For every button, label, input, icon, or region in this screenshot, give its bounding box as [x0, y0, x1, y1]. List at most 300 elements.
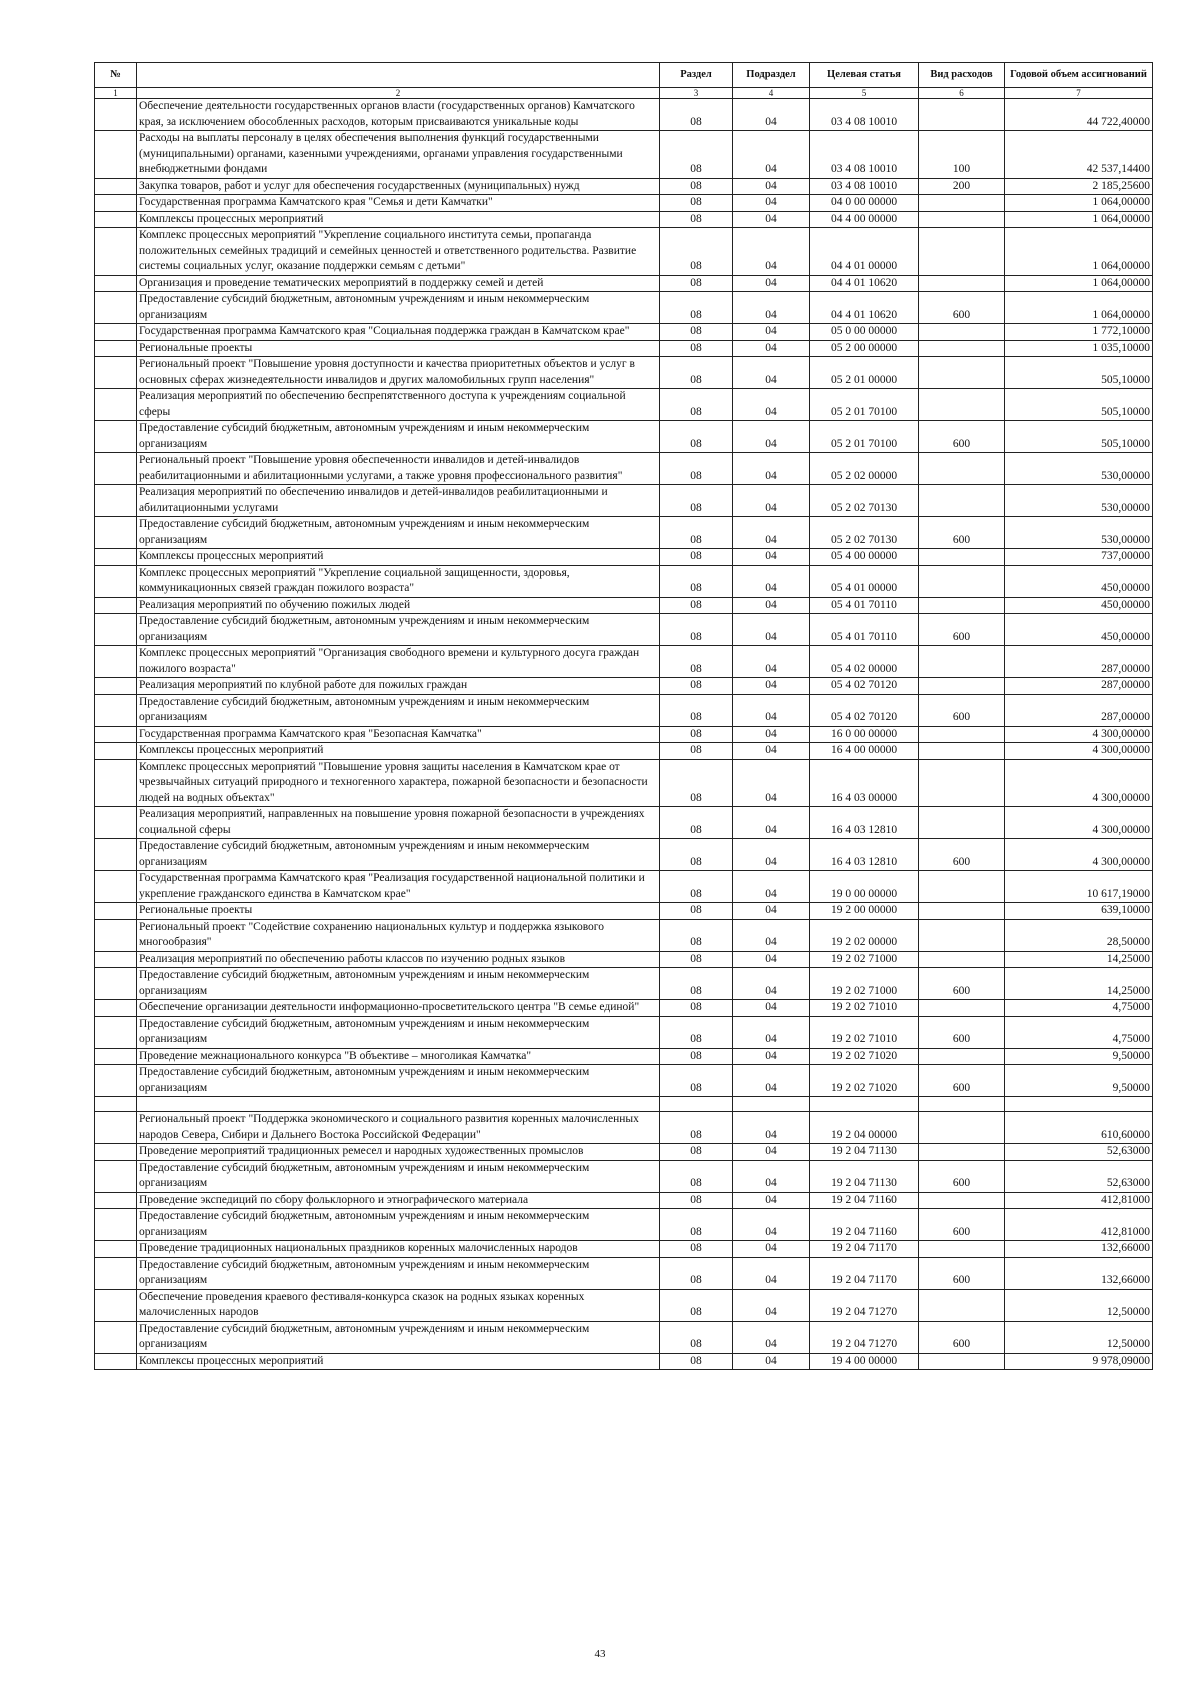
row-number-cell [95, 485, 137, 517]
table-row [95, 678, 1153, 695]
row-razdel-cell: 08 [660, 1160, 733, 1192]
row-vid-cell [919, 871, 1005, 903]
row-vid-cell [919, 1112, 1005, 1144]
row-podrazdel-cell: 04 [733, 968, 810, 1000]
row-celevaya-cell: 19 2 02 00000 [810, 919, 919, 951]
row-name-cell: Государственная программа Камчатского края "Реализация государственной национальной политики и укрепление гражданского единства в Камчатском крае" [137, 871, 660, 903]
row-name-cell: Государственная программа Камчатского края "Социальная поддержка граждан в Камчатском крае" [137, 324, 660, 341]
row-name-cell: Проведение межнационального конкурса "В объективе – многоликая Камчатка" [137, 1048, 660, 1065]
row-vid-cell [919, 99, 1005, 131]
row-razdel-cell: 08 [660, 453, 733, 485]
row-number-cell [95, 1048, 137, 1065]
row-number-cell [95, 1112, 137, 1144]
row-celevaya-cell: 16 4 03 00000 [810, 759, 919, 807]
row-volume-cell: 10 617,19000 [1005, 871, 1153, 903]
row-volume-cell: 1 064,00000 [1005, 211, 1153, 228]
row-razdel-cell: 08 [660, 1000, 733, 1017]
row-razdel-cell: 08 [660, 517, 733, 549]
row-vid-cell [919, 807, 1005, 839]
row-volume-cell: 14,25000 [1005, 951, 1153, 968]
row-celevaya-cell: 19 2 04 71160 [810, 1209, 919, 1241]
row-name-cell: Проведение традиционных национальных праздников коренных малочисленных народов [137, 1241, 660, 1258]
row-vid-cell [919, 549, 1005, 566]
row-volume-cell: 12,50000 [1005, 1321, 1153, 1353]
row-vid-cell: 600 [919, 968, 1005, 1000]
header-index-5: 5 [810, 88, 919, 99]
row-razdel-cell: 08 [660, 1112, 733, 1144]
header-index-3: 3 [660, 88, 733, 99]
row-number-cell [95, 211, 137, 228]
row-celevaya-cell: 19 2 04 71170 [810, 1241, 919, 1258]
row-number-cell [95, 178, 137, 195]
row-razdel-cell: 08 [660, 549, 733, 566]
row-vid-cell [919, 1289, 1005, 1321]
row-celevaya-cell: 05 4 01 70110 [810, 614, 919, 646]
table-row [95, 903, 1153, 920]
table-row [95, 743, 1153, 760]
row-podrazdel-cell: 04 [733, 726, 810, 743]
row-celevaya-cell: 16 4 03 12810 [810, 807, 919, 839]
table-row [95, 517, 1153, 549]
row-name-cell: Региональные проекты [137, 340, 660, 357]
row-number-cell [95, 195, 137, 212]
header-index-4: 4 [733, 88, 810, 99]
row-podrazdel-cell: 04 [733, 646, 810, 678]
table-row [95, 485, 1153, 517]
row-number-cell [95, 1353, 137, 1370]
row-podrazdel-cell: 04 [733, 1241, 810, 1258]
row-podrazdel-cell: 04 [733, 1209, 810, 1241]
table-row [95, 1353, 1153, 1370]
row-razdel-cell: 08 [660, 1241, 733, 1258]
row-volume-cell: 639,10000 [1005, 903, 1153, 920]
header-vid-rashodov: Вид расходов [919, 63, 1005, 88]
row-celevaya-cell: 19 2 04 71160 [810, 1192, 919, 1209]
row-volume-cell: 132,66000 [1005, 1241, 1153, 1258]
row-celevaya-cell: 03 4 08 10010 [810, 131, 919, 179]
table-row [95, 1289, 1153, 1321]
row-name-cell: Предоставление субсидий бюджетным, автономным учреждениям и иным некоммерческим организациям [137, 1160, 660, 1192]
table-row [95, 614, 1153, 646]
row-volume-cell: 4 300,00000 [1005, 807, 1153, 839]
row-volume-cell: 12,50000 [1005, 1289, 1153, 1321]
row-podrazdel-cell: 04 [733, 1016, 810, 1048]
table-row [95, 324, 1153, 341]
row-razdel-cell: 08 [660, 597, 733, 614]
row-name-cell: Закупка товаров, работ и услуг для обеспечения государственных (муниципальных) нужд [137, 178, 660, 195]
row-razdel-cell: 08 [660, 951, 733, 968]
spacer-cell [733, 1097, 810, 1112]
table-row [95, 340, 1153, 357]
row-vid-cell: 600 [919, 1257, 1005, 1289]
header-razdel: Раздел [660, 63, 733, 88]
row-razdel-cell: 08 [660, 1016, 733, 1048]
row-number-cell [95, 389, 137, 421]
row-name-cell: Предоставление субсидий бюджетным, автономным учреждениям и иным некоммерческим организациям [137, 1321, 660, 1353]
row-razdel-cell: 08 [660, 1048, 733, 1065]
table-row [95, 1048, 1153, 1065]
row-name-cell: Обеспечение деятельности государственных органов власти (государственных органов) Камчатского края, за исключением обособленных расходов, которым присваиваются уникальные коды [137, 99, 660, 131]
budget-allocation-table [94, 62, 1153, 1370]
row-vid-cell [919, 1192, 1005, 1209]
row-razdel-cell: 08 [660, 195, 733, 212]
row-volume-cell: 9,50000 [1005, 1048, 1153, 1065]
row-podrazdel-cell: 04 [733, 324, 810, 341]
row-celevaya-cell: 04 4 00 00000 [810, 211, 919, 228]
row-vid-cell [919, 275, 1005, 292]
row-celevaya-cell: 04 0 00 00000 [810, 195, 919, 212]
row-celevaya-cell: 05 2 01 00000 [810, 357, 919, 389]
row-name-cell: Реализация мероприятий по клубной работе для пожилых граждан [137, 678, 660, 695]
row-number-cell [95, 1289, 137, 1321]
row-number-cell [95, 903, 137, 920]
row-celevaya-cell: 16 4 03 12810 [810, 839, 919, 871]
row-number-cell [95, 1160, 137, 1192]
row-razdel-cell: 08 [660, 1192, 733, 1209]
row-vid-cell: 100 [919, 131, 1005, 179]
row-name-cell: Предоставление субсидий бюджетным, автономным учреждениям и иным некоммерческим организациям [137, 694, 660, 726]
row-razdel-cell: 08 [660, 389, 733, 421]
row-celevaya-cell: 19 2 04 71270 [810, 1321, 919, 1353]
row-number-cell [95, 357, 137, 389]
row-volume-cell: 42 537,14400 [1005, 131, 1153, 179]
table-row [95, 421, 1153, 453]
row-podrazdel-cell: 04 [733, 919, 810, 951]
row-podrazdel-cell: 04 [733, 951, 810, 968]
row-number-cell [95, 549, 137, 566]
table-row [95, 195, 1153, 212]
row-celevaya-cell: 19 4 00 00000 [810, 1353, 919, 1370]
row-vid-cell [919, 453, 1005, 485]
table-row [95, 1112, 1153, 1144]
row-celevaya-cell: 05 2 00 00000 [810, 340, 919, 357]
row-number-cell [95, 1192, 137, 1209]
row-number-cell [95, 565, 137, 597]
row-volume-cell: 1 064,00000 [1005, 195, 1153, 212]
table-row [95, 1257, 1153, 1289]
table-row [95, 1209, 1153, 1241]
row-number-cell [95, 453, 137, 485]
row-celevaya-cell: 19 2 02 71010 [810, 1000, 919, 1017]
table-row [95, 1144, 1153, 1161]
row-podrazdel-cell: 04 [733, 614, 810, 646]
header-annual-volume: Годовой объем ассигнований [1005, 63, 1153, 88]
row-podrazdel-cell: 04 [733, 211, 810, 228]
row-number-cell [95, 421, 137, 453]
header-index-7: 7 [1005, 88, 1153, 99]
header-index-1: 1 [95, 88, 137, 99]
row-volume-cell: 4 300,00000 [1005, 743, 1153, 760]
table-row [95, 951, 1153, 968]
row-razdel-cell: 08 [660, 614, 733, 646]
row-celevaya-cell: 05 2 02 00000 [810, 453, 919, 485]
table-row [95, 357, 1153, 389]
row-number-cell [95, 807, 137, 839]
row-podrazdel-cell: 04 [733, 565, 810, 597]
row-celevaya-cell: 16 4 00 00000 [810, 743, 919, 760]
row-celevaya-cell: 19 2 04 71130 [810, 1160, 919, 1192]
row-name-cell: Государственная программа Камчатского края "Безопасная Камчатка" [137, 726, 660, 743]
row-celevaya-cell: 19 2 02 71010 [810, 1016, 919, 1048]
row-volume-cell: 412,81000 [1005, 1209, 1153, 1241]
spacer-cell [810, 1097, 919, 1112]
row-podrazdel-cell: 04 [733, 1353, 810, 1370]
row-name-cell: Комплекс процессных мероприятий "Повышение уровня защиты населения в Камчатском крае от чрезвычайных ситуаций природного и техногенного характера, пожарной безопасности и безопасности людей на водных объектах" [137, 759, 660, 807]
row-razdel-cell: 08 [660, 211, 733, 228]
header-index-6: 6 [919, 88, 1005, 99]
row-celevaya-cell: 04 4 01 00000 [810, 228, 919, 276]
row-vid-cell: 200 [919, 178, 1005, 195]
row-podrazdel-cell: 04 [733, 549, 810, 566]
row-name-cell: Расходы на выплаты персоналу в целях обеспечения выполнения функций государственными (муниципальными) органами, казенными учреждениями, органами управления государственными внебюджетными фондами [137, 131, 660, 179]
row-number-cell [95, 324, 137, 341]
row-celevaya-cell: 19 2 00 00000 [810, 903, 919, 920]
row-celevaya-cell: 19 0 00 00000 [810, 871, 919, 903]
row-celevaya-cell: 05 2 01 70100 [810, 421, 919, 453]
row-number-cell [95, 743, 137, 760]
row-razdel-cell: 08 [660, 1353, 733, 1370]
row-podrazdel-cell: 04 [733, 871, 810, 903]
row-volume-cell: 9 978,09000 [1005, 1353, 1153, 1370]
row-vid-cell [919, 743, 1005, 760]
row-celevaya-cell: 03 4 08 10010 [810, 99, 919, 131]
row-volume-cell: 530,00000 [1005, 453, 1153, 485]
row-podrazdel-cell: 04 [733, 807, 810, 839]
row-volume-cell: 4 300,00000 [1005, 839, 1153, 871]
row-volume-cell: 1 064,00000 [1005, 275, 1153, 292]
row-podrazdel-cell: 04 [733, 517, 810, 549]
table-header [95, 63, 1153, 99]
row-celevaya-cell: 19 2 04 00000 [810, 1112, 919, 1144]
table-row [95, 389, 1153, 421]
row-vid-cell [919, 565, 1005, 597]
row-name-cell: Предоставление субсидий бюджетным, автономным учреждениям и иным некоммерческим организациям [137, 1065, 660, 1097]
spacer-cell [660, 1097, 733, 1112]
row-vid-cell: 600 [919, 1160, 1005, 1192]
row-vid-cell [919, 1000, 1005, 1017]
row-number-cell [95, 517, 137, 549]
row-number-cell [95, 871, 137, 903]
table-row [95, 1192, 1153, 1209]
row-name-cell: Предоставление субсидий бюджетным, автономным учреждениям и иным некоммерческим организациям [137, 1209, 660, 1241]
page-number: 43 [594, 1648, 606, 1660]
row-number-cell [95, 678, 137, 695]
spacer-cell [95, 1097, 137, 1112]
budget-table-container [94, 62, 1152, 1370]
row-razdel-cell: 08 [660, 871, 733, 903]
row-name-cell: Предоставление субсидий бюджетным, автономным учреждениям и иным некоммерческим организациям [137, 421, 660, 453]
row-vid-cell: 600 [919, 1321, 1005, 1353]
row-number-cell [95, 951, 137, 968]
row-volume-cell: 14,25000 [1005, 968, 1153, 1000]
table-row [95, 1160, 1153, 1192]
row-vid-cell [919, 485, 1005, 517]
spacer-cell [1005, 1097, 1153, 1112]
row-razdel-cell: 08 [660, 485, 733, 517]
row-vid-cell [919, 228, 1005, 276]
row-number-cell [95, 1241, 137, 1258]
row-number-cell [95, 759, 137, 807]
table-row [95, 759, 1153, 807]
table-row [95, 549, 1153, 566]
row-name-cell: Комплексы процессных мероприятий [137, 549, 660, 566]
row-name-cell: Предоставление субсидий бюджетным, автономным учреждениям и иным некоммерческим организациям [137, 968, 660, 1000]
row-podrazdel-cell: 04 [733, 1112, 810, 1144]
row-podrazdel-cell: 04 [733, 694, 810, 726]
row-name-cell: Предоставление субсидий бюджетным, автономным учреждениям и иным некоммерческим организациям [137, 839, 660, 871]
table-row [95, 646, 1153, 678]
row-celevaya-cell: 05 4 00 00000 [810, 549, 919, 566]
table-row [95, 694, 1153, 726]
row-volume-cell: 450,00000 [1005, 597, 1153, 614]
table-row [95, 292, 1153, 324]
row-razdel-cell: 08 [660, 839, 733, 871]
row-name-cell: Реализация мероприятий по обучению пожилых людей [137, 597, 660, 614]
table-row [95, 597, 1153, 614]
row-name-cell: Реализация мероприятий, направленных на повышение уровня пожарной безопасности в учреждениях социальной сферы [137, 807, 660, 839]
row-volume-cell: 52,63000 [1005, 1160, 1153, 1192]
row-razdel-cell: 08 [660, 726, 733, 743]
table-row [95, 211, 1153, 228]
row-celevaya-cell: 03 4 08 10010 [810, 178, 919, 195]
row-volume-cell: 505,10000 [1005, 357, 1153, 389]
table-row [95, 275, 1153, 292]
row-vid-cell [919, 389, 1005, 421]
row-razdel-cell: 08 [660, 1289, 733, 1321]
row-volume-cell: 505,10000 [1005, 421, 1153, 453]
table-row [95, 99, 1153, 131]
row-razdel-cell: 08 [660, 968, 733, 1000]
row-volume-cell: 4 300,00000 [1005, 759, 1153, 807]
row-number-cell [95, 1321, 137, 1353]
row-volume-cell: 132,66000 [1005, 1257, 1153, 1289]
row-volume-cell: 530,00000 [1005, 485, 1153, 517]
row-celevaya-cell: 05 2 01 70100 [810, 389, 919, 421]
row-vid-cell [919, 357, 1005, 389]
row-name-cell: Проведение экспедиций по сбору фольклорного и этнографического материала [137, 1192, 660, 1209]
row-razdel-cell: 08 [660, 421, 733, 453]
row-celevaya-cell: 05 4 01 00000 [810, 565, 919, 597]
row-number-cell [95, 1016, 137, 1048]
row-celevaya-cell: 05 2 02 70130 [810, 485, 919, 517]
row-volume-cell: 505,10000 [1005, 389, 1153, 421]
row-vid-cell [919, 1241, 1005, 1258]
row-number-cell [95, 726, 137, 743]
row-name-cell: Региональный проект "Поддержка экономического и социального развития коренных малочисленных народов Севера, Сибири и Дальнего Востока Российской Федерации" [137, 1112, 660, 1144]
row-volume-cell: 44 722,40000 [1005, 99, 1153, 131]
row-volume-cell: 1 064,00000 [1005, 228, 1153, 276]
row-name-cell: Проведение мероприятий традиционных ремесел и народных художественных промыслов [137, 1144, 660, 1161]
table-row [95, 1065, 1153, 1097]
row-podrazdel-cell: 04 [733, 1144, 810, 1161]
header-podrazdel: Подраздел [733, 63, 810, 88]
table-row [95, 228, 1153, 276]
row-number-cell [95, 1065, 137, 1097]
row-razdel-cell: 08 [660, 1321, 733, 1353]
row-vid-cell: 600 [919, 292, 1005, 324]
header-celevaya-statya: Целевая статья [810, 63, 919, 88]
row-podrazdel-cell: 04 [733, 1065, 810, 1097]
row-volume-cell: 1 772,10000 [1005, 324, 1153, 341]
row-razdel-cell: 08 [660, 131, 733, 179]
row-razdel-cell: 08 [660, 694, 733, 726]
row-name-cell: Реализация мероприятий по обеспечению беспрепятственного доступа к учреждениям социальной сферы [137, 389, 660, 421]
row-razdel-cell: 08 [660, 903, 733, 920]
row-razdel-cell: 08 [660, 1065, 733, 1097]
row-razdel-cell: 08 [660, 292, 733, 324]
row-name-cell: Реализация мероприятий по обеспечению работы классов по изучению родных языков [137, 951, 660, 968]
row-volume-cell: 9,50000 [1005, 1065, 1153, 1097]
row-number-cell [95, 646, 137, 678]
row-podrazdel-cell: 04 [733, 228, 810, 276]
row-vid-cell: 600 [919, 517, 1005, 549]
row-number-cell [95, 1209, 137, 1241]
row-name-cell: Реализация мероприятий по обеспечению инвалидов и детей-инвалидов реабилитационными и абилитационными услугами [137, 485, 660, 517]
row-volume-cell: 412,81000 [1005, 1192, 1153, 1209]
table-row [95, 839, 1153, 871]
row-podrazdel-cell: 04 [733, 1048, 810, 1065]
row-razdel-cell: 08 [660, 99, 733, 131]
row-razdel-cell: 08 [660, 646, 733, 678]
row-podrazdel-cell: 04 [733, 99, 810, 131]
table-row [95, 1016, 1153, 1048]
row-razdel-cell: 08 [660, 340, 733, 357]
row-vid-cell [919, 195, 1005, 212]
table-row [95, 565, 1153, 597]
row-number-cell [95, 919, 137, 951]
row-name-cell: Региональный проект "Содействие сохранению национальных культур и поддержка языкового многообразия" [137, 919, 660, 951]
row-podrazdel-cell: 04 [733, 340, 810, 357]
row-celevaya-cell: 05 4 02 70120 [810, 694, 919, 726]
row-volume-cell: 610,60000 [1005, 1112, 1153, 1144]
row-podrazdel-cell: 04 [733, 839, 810, 871]
row-celevaya-cell: 19 2 02 71000 [810, 968, 919, 1000]
row-number-cell [95, 839, 137, 871]
row-vid-cell: 600 [919, 1065, 1005, 1097]
row-celevaya-cell: 19 2 04 71170 [810, 1257, 919, 1289]
row-vid-cell [919, 951, 1005, 968]
row-vid-cell: 600 [919, 1016, 1005, 1048]
row-name-cell: Предоставление субсидий бюджетным, автономным учреждениям и иным некоммерческим организациям [137, 614, 660, 646]
table-row [95, 1000, 1153, 1017]
row-razdel-cell: 08 [660, 565, 733, 597]
row-vid-cell [919, 919, 1005, 951]
row-razdel-cell: 08 [660, 1144, 733, 1161]
row-volume-cell: 287,00000 [1005, 678, 1153, 695]
row-podrazdel-cell: 04 [733, 903, 810, 920]
row-podrazdel-cell: 04 [733, 1192, 810, 1209]
row-razdel-cell: 08 [660, 759, 733, 807]
row-name-cell: Предоставление субсидий бюджетным, автономным учреждениям и иным некоммерческим организациям [137, 292, 660, 324]
row-podrazdel-cell: 04 [733, 178, 810, 195]
row-celevaya-cell: 19 2 02 71000 [810, 951, 919, 968]
row-name-cell: Обеспечение организации деятельности информационно-просветительского центра "В семье единой" [137, 1000, 660, 1017]
table-row [95, 131, 1153, 179]
row-number-cell [95, 968, 137, 1000]
row-razdel-cell: 08 [660, 678, 733, 695]
row-podrazdel-cell: 04 [733, 678, 810, 695]
row-number-cell [95, 614, 137, 646]
row-celevaya-cell: 19 2 04 71270 [810, 1289, 919, 1321]
row-name-cell: Региональные проекты [137, 903, 660, 920]
row-number-cell [95, 292, 137, 324]
row-razdel-cell: 08 [660, 1209, 733, 1241]
table-row [95, 178, 1153, 195]
row-podrazdel-cell: 04 [733, 357, 810, 389]
header-index-2: 2 [137, 88, 660, 99]
table-row [95, 871, 1153, 903]
row-number-cell [95, 99, 137, 131]
